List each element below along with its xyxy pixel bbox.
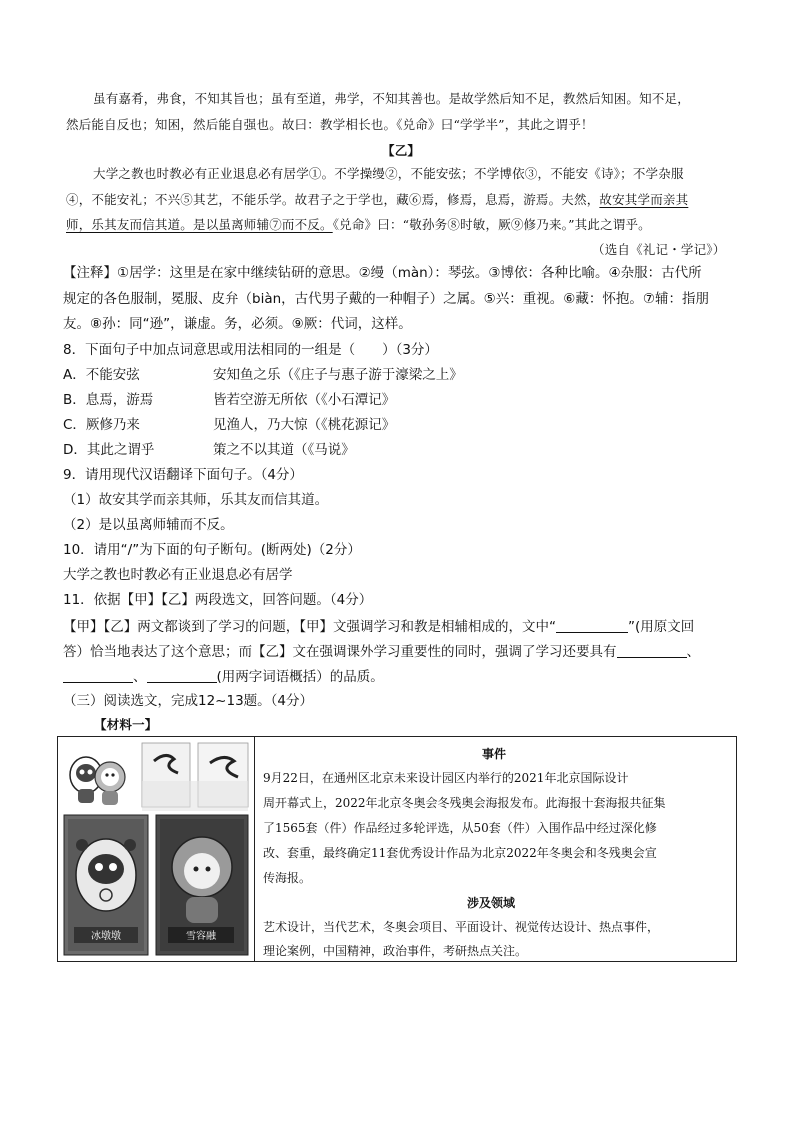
field-line-2: 理论案例，中国精神，政治事件，考研热点关注。 — [263, 944, 528, 958]
q11-blank-4[interactable] — [147, 670, 217, 683]
q8-option-c-right: 见渔人，乃大惊（《桃花源记》 — [213, 417, 396, 433]
event-title: 事件 — [482, 747, 507, 761]
section-3-heading: （三）阅读选文，完成12~13题。（4分） — [63, 693, 314, 709]
q11-stem: 11．依据【甲】【乙】两段选文，回答问题。（4分） — [63, 592, 373, 608]
q8-stem: 8．下面句子中加点词意思或用法相同的一组是（ ）（3分） — [63, 342, 438, 358]
jia-line-2: 然后能自反也；知困，然后能自强也。故曰：教学相长也。《兑命》曰“学学半”，其此之谓乎！ — [66, 117, 594, 132]
yi-source: （选自《礼记・学记》） — [592, 242, 726, 257]
jia-line-1: 虽有嘉肴，弗食，不知其旨也；虽有至道，弗学，不知其善也。是故学然后知不足，教然后知困。知不足， — [93, 91, 690, 106]
q8-option-b-left: B．息焉，游焉 — [63, 392, 154, 408]
poster-label-right: 雪容融 — [186, 931, 216, 942]
q11-blank-3[interactable] — [63, 670, 133, 683]
q11-line-3 — [63, 670, 384, 685]
q9-stem: 9．请用现代汉语翻译下面句子。（4分） — [63, 467, 303, 483]
q11-line-2 — [63, 645, 700, 660]
yi-line-2-text: ④，不能安礼；不兴⑤其艺，不能乐学。故君子之于学也，藏⑥焉，修焉，息焉，游焉。夫然， — [66, 192, 600, 207]
yi-line-3-text: 《兑命》曰：“敬孙务⑧时敏，厥⑨修乃来。”其此之谓乎。 — [332, 217, 651, 232]
material-one-label: 【材料一】 — [94, 717, 158, 732]
mascot-posters-illustration — [58, 737, 254, 961]
poster-label-left: 冰墩墩 — [91, 931, 121, 942]
notes-line-2: 规定的各色服制，冕服、皮弁（biàn，古代男子戴的一种帽子）之属。⑤兴：重视。⑥藏：怀抱。⑦辅：指朋 — [63, 291, 709, 307]
q8-option-c-left: C．厥修乃来 — [63, 417, 140, 433]
notes-line-3: 友。⑧孙：同“逊”，谦虚。务，必须。⑨厥：代词，这样。 — [63, 316, 412, 332]
q8-option-b-right: 皆若空游无所依（《小石潭记》 — [213, 392, 396, 408]
field-line-1: 艺术设计，当代艺术，冬奥会项目、平面设计、视觉传达设计、热点事件， — [263, 920, 660, 934]
fields-title: 涉及领域 — [467, 896, 516, 910]
q10-stem: 10．请用“/”为下面的句子断句。(断两处)（2分） — [63, 542, 361, 558]
q9-item-1: （1）故安其学而亲其师，乐其友而信其道。 — [63, 492, 329, 508]
event-line-2: 周开幕式上，2022年北京冬奥会冬残奥会海报发布。此海报十套海报共征集 — [263, 796, 666, 810]
yi-underlined-1: 故安其学而亲其 — [599, 192, 689, 207]
event-line-5: 传海报。 — [263, 871, 312, 885]
q8-option-d-right: 策之不以其道（《马说》 — [213, 442, 355, 458]
event-line-1: 9月22日，在通州区北京未来设计园区内举行的2021年北京国际设计 — [263, 771, 629, 785]
bing-dwen-dwen-icon — [76, 839, 136, 911]
material-text-cell — [255, 737, 737, 961]
q11-line-3-sep: 、 — [133, 669, 147, 685]
yi-heading: 【乙】 — [382, 143, 421, 158]
q11-line-2-tail: 、 — [686, 644, 700, 660]
event-line-3: 了1565套（件）作品经过多轮评选，从50套（件）入围作品中经过深化修 — [263, 821, 657, 835]
q11-line-3-tail: (用两字词语概括）的品质。 — [216, 669, 384, 685]
material-table — [57, 736, 737, 962]
q8-option-a-right: 安知鱼之乐（《庄子与惠子游于濠梁之上》 — [213, 367, 463, 383]
yi-line-2 — [66, 194, 688, 207]
q11-line-1-tail: ”(用原文回 — [628, 619, 695, 635]
yi-line-1: 大学之教也时教必有正业退息必有居学①。不学操缦②，不能安弦；不学博依③，不能安《诗》；不学杂服 — [93, 166, 684, 181]
notes-line-1: 【注释】①居学：这里是在家中继续钻研的意思。②缦（màn）：琴弦。③博依：各种比喻。④杂服：古代所 — [63, 265, 702, 281]
olympic-posters-image — [58, 737, 254, 961]
event-line-4: 改、套重，最终确定11套优秀设计作品为北京2022年冬奥会和冬残奥会宣 — [263, 846, 657, 860]
q11-blank-1[interactable] — [556, 620, 628, 633]
q11-line-1-text: 【甲】【乙】两文都谈到了学习的问题，【甲】文强调学习和教是相辅相成的，文中“ — [63, 619, 556, 635]
q11-line-1 — [63, 620, 694, 635]
q11-blank-2[interactable] — [617, 645, 687, 658]
q8-option-a-left: A．不能安弦 — [63, 367, 140, 383]
q10-sentence: 大学之教也时教必有正业退息必有居学 — [63, 567, 293, 583]
q11-line-2-text: 答）恰当地表达了这个意思；而【乙】文在强调课外学习重要性的同时，强调了学习还要具有 — [63, 644, 617, 660]
yi-line-3 — [66, 219, 651, 232]
q9-item-2: （2）是以虽离师辅而不反。 — [63, 517, 234, 533]
yi-underlined-2: 师，乐其友而信其道。是以虽离师辅⑦而不反。 — [66, 217, 333, 232]
q8-option-d-left: D．其此之谓乎 — [63, 442, 155, 458]
